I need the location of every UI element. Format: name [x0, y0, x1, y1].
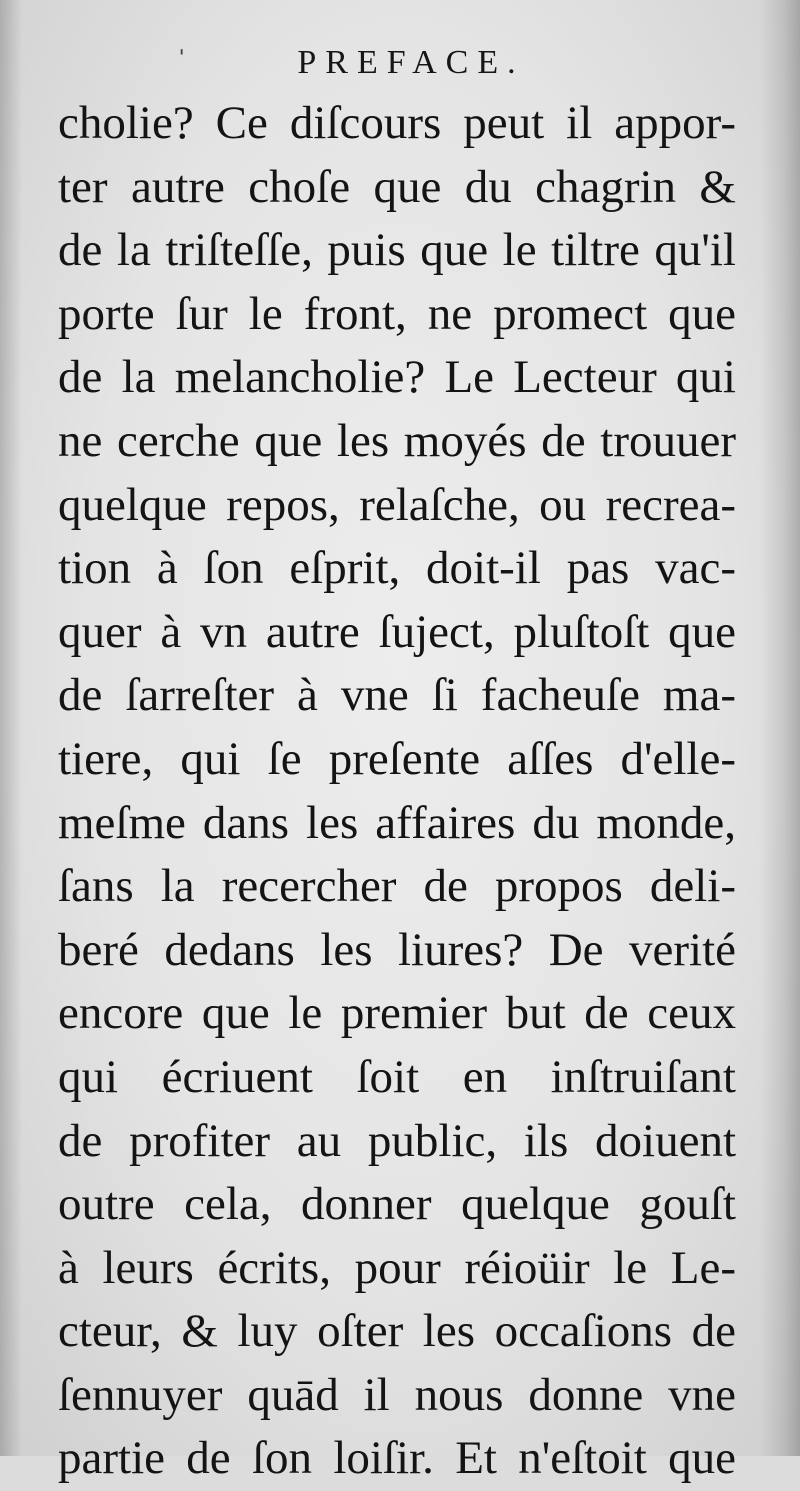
text-line: tiere, qui ſe preſente aſſes d'elle- [58, 732, 736, 785]
text-line: ſans la recercher de propos deli- [58, 860, 736, 913]
text-line: ter autre choſe que du chagrin & [58, 160, 736, 213]
text-line: ne cerche que les moyés de trouuer [58, 414, 736, 467]
text-line: porte ſur le front, ne promect que [58, 287, 736, 340]
text-line: quelque repos, relaſche, ou recrea- [58, 478, 736, 531]
page-edge-shadow [0, 0, 22, 1456]
text-line: meſme dans les affaires du monde, [58, 796, 736, 849]
text-line: quer à vn autre ſuject, pluſtoſt que [58, 605, 736, 658]
body-text [58, 92, 736, 1491]
text-line: outre cela, donner quelque gouſt [58, 1178, 736, 1231]
text-line: tion à ſon eſprit, doit-il pas vac- [58, 542, 736, 595]
text-line: encore que le premier but de ceux [58, 987, 736, 1040]
text-line: de profiter au public, ils doiuent [58, 1114, 736, 1167]
text-line: de la melancholie? Le Lecteur qui [58, 351, 736, 404]
text-line: ſennuyer quād il nous donne vne [58, 1368, 736, 1421]
running-head: PREFACE. [297, 44, 525, 81]
text-line: cholie? Ce diſcours peut il appor- [58, 97, 736, 149]
text-line: de la triſteſſe, puis que le tiltre qu'il [58, 224, 736, 277]
text-line: cteur, & luy oſter les occaſions de [58, 1305, 736, 1358]
gutter-shadow [760, 0, 800, 1456]
text-line: de ſarreſter à vne ſi facheuſe ma- [58, 669, 736, 722]
text-line: partie de ſon loiſir. Et n'eſtoit que [58, 1432, 736, 1485]
text-line: à leurs écrits, pour réioüir le Le- [58, 1241, 736, 1294]
margin-tick-mark: ˌ [176, 18, 188, 55]
text-line: beré dedans les liures? De verité [58, 923, 736, 976]
text-line: qui écriuent ſoit en inſtruiſant [58, 1050, 736, 1103]
